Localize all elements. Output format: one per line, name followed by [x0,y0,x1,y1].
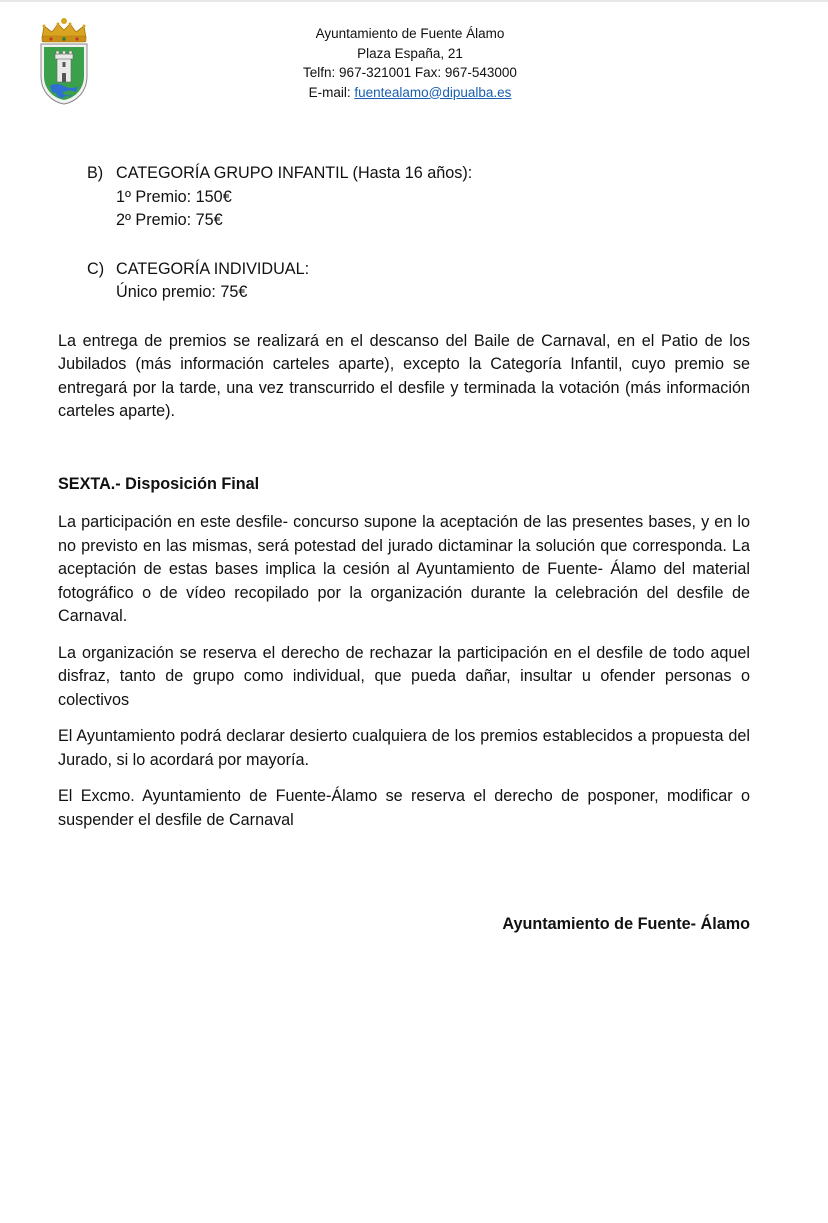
phone-fax: Telfn: 967-321001 Fax: 967-543000 [303,65,517,80]
shield-icon [41,44,87,104]
email-link[interactable]: fuentealamo@dipualba.es [354,84,512,100]
category-letter: B) [87,164,104,182]
prize-line: Único premio: 75€ [116,283,248,301]
category-title: CATEGORÍA GRUPO INFANTIL (Hasta 16 años): [116,164,473,182]
email-line [230,83,590,103]
top-edge-divider [0,0,828,2]
paragraph: El Ayuntamiento podrá declarar desierto cualquiera de los premios establecidos a propuesta del Jurado, si lo acordará por mayoría. [58,727,750,769]
category-letter: C) [87,259,105,278]
paragraph: La organización se reserva el derecho de rechazar la participación en el desfile de todo aquel disfraz, tanto de grupo como individual, que pueda dañar, insultar u ofender personas o colectivos [58,643,750,709]
category-title: CATEGORÍA INDIVIDUAL: [116,259,310,278]
awards-paragraph: La entrega de premios se realizará en el descanso del Baile de Carnaval, en el Patio de los Jubilados (más información carteles aparte), excepto la Categoría Infantil, cuyo premio se entregará por la tarde, una vez transcurrido el desfile y terminada la votación (más información carteles aparte). [58,331,750,420]
organization-name: Ayuntamiento de Fuente Álamo [315,26,505,41]
prize-line: 1º Premio: 150€ [116,187,232,206]
document-body [58,160,750,832]
letterhead [230,24,590,102]
paragraph: El Excmo. Ayuntamiento de Fuente-Álamo se reserva el derecho de posponer, modificar o suspender el desfile de Carnaval [58,787,750,829]
category-b [58,162,750,233]
coat-of-arms-icon [36,16,92,106]
prize-line: 2º Premio: 75€ [116,211,223,229]
address: Plaza España, 21 [357,45,463,61]
crown-icon [42,18,86,42]
signature: Ayuntamiento de Fuente- Álamo [502,915,750,933]
category-c [58,258,750,305]
section-title: SEXTA.- Disposición Final [58,474,260,493]
paragraph: La participación en este desfile- concurso supone la aceptación de las presentes bases, y en lo no previsto en las mismas, será potestad del jurado dictaminar la solución que corresponda. La aceptación de estas bases implica la cesión al Ayuntamiento de Fuente- Álamo del material fotográfico o de vídeo recopilado por la organización durante la celebración del desfile de Carnaval. [58,513,750,625]
email-label: E-mail: [308,84,355,100]
